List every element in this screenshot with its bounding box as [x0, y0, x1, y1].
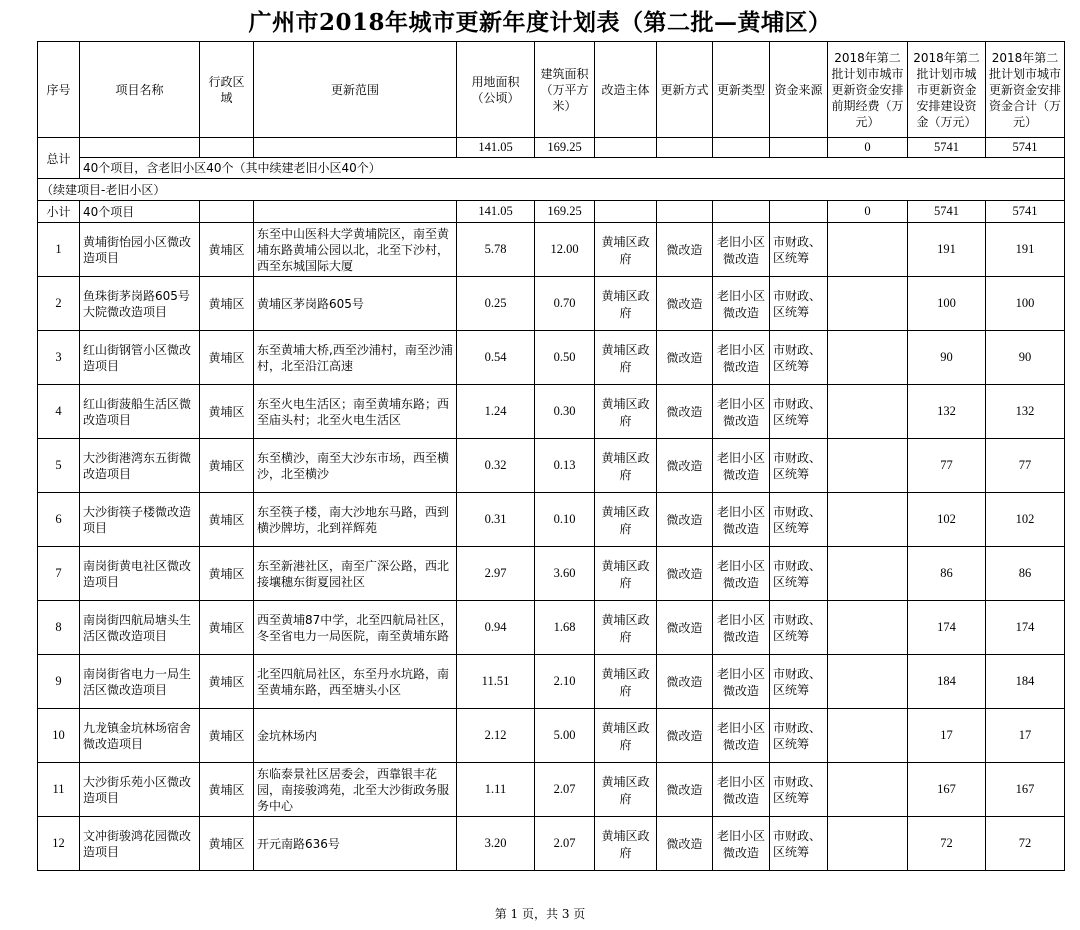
plan-table — [37, 41, 1065, 871]
cell-fund-pre — [828, 331, 908, 385]
cell-land-area: 5.78 — [457, 223, 535, 277]
subtotal-fund-pre: 0 — [828, 201, 908, 223]
table-row — [38, 655, 1065, 709]
cell-build-area: 0.30 — [535, 385, 595, 439]
total-land-area: 141.05 — [457, 138, 535, 158]
cell-subject: 黄埔区政府 — [595, 709, 657, 763]
table-row — [38, 493, 1065, 547]
cell-land-area: 2.97 — [457, 547, 535, 601]
cell-fund-total: 184 — [986, 655, 1065, 709]
cell-fund-source: 市财政、区统筹 — [770, 439, 828, 493]
cell-project-name: 鱼珠街茅岗路605号大院微改造项目 — [80, 277, 200, 331]
cell-district: 黄埔区 — [200, 331, 254, 385]
cell-land-area: 1.11 — [457, 763, 535, 817]
cell-land-area: 0.32 — [457, 439, 535, 493]
cell-fund-source: 市财政、区统筹 — [770, 223, 828, 277]
cell-subject: 黄埔区政府 — [595, 493, 657, 547]
subtotal-fund-build: 5741 — [908, 201, 986, 223]
cell-method: 微改造 — [657, 655, 713, 709]
cell-type: 老旧小区微改造 — [713, 601, 770, 655]
cell-district: 黄埔区 — [200, 655, 254, 709]
subtotal-build-area: 169.25 — [535, 201, 595, 223]
page-title: 广州市2018年城市更新年度计划表（第二批—黄埔区） — [248, 9, 832, 36]
cell-land-area: 0.25 — [457, 277, 535, 331]
cell-scope: 东至黄埔大桥,西至沙浦村，南至沙浦村，北至沿江高速 — [254, 331, 457, 385]
table-row — [38, 547, 1065, 601]
cell-project-name: 黄埔街怡园小区微改造项目 — [80, 223, 200, 277]
cell-fund-pre — [828, 817, 908, 871]
cell-build-area: 0.50 — [535, 331, 595, 385]
header-fund-source: 资金来源 — [770, 42, 828, 138]
cell-fund-total: 86 — [986, 547, 1065, 601]
cell-subject: 黄埔区政府 — [595, 223, 657, 277]
cell-subject: 黄埔区政府 — [595, 601, 657, 655]
cell-fund-pre — [828, 223, 908, 277]
cell-land-area: 3.20 — [457, 817, 535, 871]
cell-project-name: 大沙街筷子楼微改造项目 — [80, 493, 200, 547]
total-fund-total: 5741 — [986, 138, 1065, 158]
cell-seq: 5 — [38, 439, 80, 493]
cell-fund-total: 17 — [986, 709, 1065, 763]
subtotal-label: 小计 — [38, 201, 80, 223]
cell-fund-build: 191 — [908, 223, 986, 277]
cell-subject: 黄埔区政府 — [595, 763, 657, 817]
cell-method: 微改造 — [657, 601, 713, 655]
header-name: 项目名称 — [80, 42, 200, 138]
cell-seq: 6 — [38, 493, 80, 547]
cell-fund-total: 167 — [986, 763, 1065, 817]
cell-project-name: 红山街钢管小区微改造项目 — [80, 331, 200, 385]
cell-seq: 1 — [38, 223, 80, 277]
header-fund-build: 2018年第二批计划市城市更新资金安排建设资金（万元） — [908, 42, 986, 138]
cell-build-area: 12.00 — [535, 223, 595, 277]
cell-type: 老旧小区微改造 — [713, 763, 770, 817]
cell-project-name: 南岗街四航局塘头生活区微改造项目 — [80, 601, 200, 655]
cell-type: 老旧小区微改造 — [713, 493, 770, 547]
cell-type: 老旧小区微改造 — [713, 331, 770, 385]
total-fund-build: 5741 — [908, 138, 986, 158]
cell-seq: 2 — [38, 277, 80, 331]
cell-seq: 9 — [38, 655, 80, 709]
cell-subject: 黄埔区政府 — [595, 547, 657, 601]
cell-method: 微改造 — [657, 277, 713, 331]
cell-fund-source: 市财政、区统筹 — [770, 655, 828, 709]
section-row — [38, 179, 1065, 201]
cell-district: 黄埔区 — [200, 547, 254, 601]
header-method: 更新方式 — [657, 42, 713, 138]
cell-fund-total: 102 — [986, 493, 1065, 547]
cell-type: 老旧小区微改造 — [713, 385, 770, 439]
cell-type: 老旧小区微改造 — [713, 439, 770, 493]
subtotal-land-area: 141.05 — [457, 201, 535, 223]
cell-fund-total: 90 — [986, 331, 1065, 385]
cell-scope: 东临泰景社区居委会，西靠银丰花园，南接骏鸿苑，北至大沙街政务服务中心 — [254, 763, 457, 817]
cell-project-name: 南岗街黄电社区微改造项目 — [80, 547, 200, 601]
cell-method: 微改造 — [657, 223, 713, 277]
total-note-row — [38, 158, 1065, 179]
cell-build-area: 1.68 — [535, 601, 595, 655]
cell-method: 微改造 — [657, 385, 713, 439]
cell-fund-total: 72 — [986, 817, 1065, 871]
cell-build-area: 0.13 — [535, 439, 595, 493]
cell-fund-pre — [828, 277, 908, 331]
cell-land-area: 2.12 — [457, 709, 535, 763]
cell-build-area: 3.60 — [535, 547, 595, 601]
cell-fund-build: 132 — [908, 385, 986, 439]
cell-scope: 北至四航局社区，东至丹水坑路，南至黄埔东路，西至塘头小区 — [254, 655, 457, 709]
total-note: 40个项目，含老旧小区40个（其中续建老旧小区40个） — [80, 158, 1065, 179]
cell-fund-pre — [828, 763, 908, 817]
cell-subject: 黄埔区政府 — [595, 439, 657, 493]
cell-fund-total: 132 — [986, 385, 1065, 439]
cell-project-name: 九龙镇金坑林场宿舍微改造项目 — [80, 709, 200, 763]
cell-fund-source: 市财政、区统筹 — [770, 277, 828, 331]
cell-build-area: 2.10 — [535, 655, 595, 709]
cell-build-area: 2.07 — [535, 763, 595, 817]
cell-method: 微改造 — [657, 493, 713, 547]
header-scope: 更新范围 — [254, 42, 457, 138]
cell-fund-build: 86 — [908, 547, 986, 601]
total-label: 总计 — [38, 138, 80, 179]
cell-fund-pre — [828, 547, 908, 601]
cell-fund-pre — [828, 709, 908, 763]
cell-scope: 开元南路636号 — [254, 817, 457, 871]
cell-method: 微改造 — [657, 763, 713, 817]
cell-seq: 8 — [38, 601, 80, 655]
cell-fund-pre — [828, 601, 908, 655]
cell-scope: 东至火电生活区；南至黄埔东路；西至庙头村；北至火电生活区 — [254, 385, 457, 439]
cell-fund-source: 市财政、区统筹 — [770, 763, 828, 817]
cell-type: 老旧小区微改造 — [713, 655, 770, 709]
cell-scope: 东至新港社区，南至广深公路，西北接壤穗东街夏园社区 — [254, 547, 457, 601]
header-subject: 改造主体 — [595, 42, 657, 138]
header-row — [38, 42, 1065, 138]
cell-district: 黄埔区 — [200, 385, 254, 439]
cell-fund-build: 174 — [908, 601, 986, 655]
cell-fund-pre — [828, 385, 908, 439]
cell-fund-build: 102 — [908, 493, 986, 547]
cell-scope: 西至黄埔87中学，北至四航局社区，冬至省电力一局医院，南至黄埔东路 — [254, 601, 457, 655]
cell-method: 微改造 — [657, 331, 713, 385]
cell-seq: 10 — [38, 709, 80, 763]
cell-district: 黄埔区 — [200, 223, 254, 277]
total-row — [38, 138, 1065, 158]
cell-build-area: 2.07 — [535, 817, 595, 871]
table-row — [38, 817, 1065, 871]
cell-land-area: 0.54 — [457, 331, 535, 385]
page-footer: 第 1 页，共 3 页 — [494, 907, 586, 921]
header-land-area: 用地面积（公顷） — [457, 42, 535, 138]
cell-method: 微改造 — [657, 547, 713, 601]
header-fund-pre: 2018年第二批计划市城市更新资金安排前期经费（万元） — [828, 42, 908, 138]
cell-method: 微改造 — [657, 817, 713, 871]
cell-subject: 黄埔区政府 — [595, 331, 657, 385]
header-type: 更新类型 — [713, 42, 770, 138]
table-row — [38, 385, 1065, 439]
cell-seq: 7 — [38, 547, 80, 601]
cell-land-area: 0.31 — [457, 493, 535, 547]
cell-scope: 黄埔区茅岗路605号 — [254, 277, 457, 331]
cell-district: 黄埔区 — [200, 817, 254, 871]
cell-fund-build: 184 — [908, 655, 986, 709]
cell-fund-pre — [828, 439, 908, 493]
cell-subject: 黄埔区政府 — [595, 655, 657, 709]
subtotal-fund-total: 5741 — [986, 201, 1065, 223]
cell-method: 微改造 — [657, 709, 713, 763]
cell-fund-pre — [828, 655, 908, 709]
cell-fund-source: 市财政、区统筹 — [770, 331, 828, 385]
total-fund-pre: 0 — [828, 138, 908, 158]
table-row — [38, 763, 1065, 817]
subtotal-count: 40个项目 — [80, 201, 200, 223]
cell-scope: 东至中山医科大学黄埔院区，南至黄埔东路黄埔公园以北，北至下沙村，西至东城国际大厦 — [254, 223, 457, 277]
cell-build-area: 5.00 — [535, 709, 595, 763]
cell-scope: 东至筷子楼，南大沙地东马路，西到横沙牌坊，北到祥辉苑 — [254, 493, 457, 547]
table-row — [38, 439, 1065, 493]
cell-fund-source: 市财政、区统筹 — [770, 385, 828, 439]
cell-fund-source: 市财政、区统筹 — [770, 817, 828, 871]
cell-type: 老旧小区微改造 — [713, 277, 770, 331]
table-row — [38, 709, 1065, 763]
cell-scope: 东至横沙，南至大沙东市场，西至横沙，北至横沙 — [254, 439, 457, 493]
cell-subject: 黄埔区政府 — [595, 817, 657, 871]
cell-land-area: 11.51 — [457, 655, 535, 709]
cell-district: 黄埔区 — [200, 277, 254, 331]
cell-fund-total: 191 — [986, 223, 1065, 277]
cell-project-name: 南岗街省电力一局生活区微改造项目 — [80, 655, 200, 709]
cell-fund-build: 77 — [908, 439, 986, 493]
table-row — [38, 331, 1065, 385]
cell-fund-total: 77 — [986, 439, 1065, 493]
cell-fund-source: 市财政、区统筹 — [770, 547, 828, 601]
cell-subject: 黄埔区政府 — [595, 277, 657, 331]
cell-project-name: 大沙街港湾东五街微改造项目 — [80, 439, 200, 493]
cell-type: 老旧小区微改造 — [713, 547, 770, 601]
cell-district: 黄埔区 — [200, 439, 254, 493]
cell-seq: 4 — [38, 385, 80, 439]
table-row — [38, 277, 1065, 331]
table-row — [38, 223, 1065, 277]
cell-fund-total: 174 — [986, 601, 1065, 655]
cell-subject: 黄埔区政府 — [595, 385, 657, 439]
cell-type: 老旧小区微改造 — [713, 709, 770, 763]
header-build-area: 建筑面积（万平方米） — [535, 42, 595, 138]
cell-seq: 12 — [38, 817, 80, 871]
cell-district: 黄埔区 — [200, 709, 254, 763]
cell-seq: 11 — [38, 763, 80, 817]
cell-fund-source: 市财政、区统筹 — [770, 709, 828, 763]
cell-land-area: 0.94 — [457, 601, 535, 655]
cell-fund-build: 90 — [908, 331, 986, 385]
cell-district: 黄埔区 — [200, 763, 254, 817]
cell-fund-build: 100 — [908, 277, 986, 331]
cell-fund-build: 167 — [908, 763, 986, 817]
section-label: （续建项目-老旧小区） — [38, 179, 1065, 201]
cell-fund-source: 市财政、区统筹 — [770, 601, 828, 655]
cell-build-area: 0.70 — [535, 277, 595, 331]
cell-build-area: 0.10 — [535, 493, 595, 547]
cell-project-name: 红山街菠船生活区微改造项目 — [80, 385, 200, 439]
cell-fund-pre — [828, 493, 908, 547]
cell-fund-build: 72 — [908, 817, 986, 871]
cell-scope: 金坑林场内 — [254, 709, 457, 763]
header-fund-total: 2018年第二批计划市城市更新资金安排资金合计（万元） — [986, 42, 1065, 138]
cell-fund-source: 市财政、区统筹 — [770, 493, 828, 547]
cell-fund-total: 100 — [986, 277, 1065, 331]
cell-method: 微改造 — [657, 439, 713, 493]
cell-district: 黄埔区 — [200, 493, 254, 547]
total-build-area: 169.25 — [535, 138, 595, 158]
cell-type: 老旧小区微改造 — [713, 223, 770, 277]
cell-project-name: 文冲街骏鸿花园微改造项目 — [80, 817, 200, 871]
cell-type: 老旧小区微改造 — [713, 817, 770, 871]
cell-fund-build: 17 — [908, 709, 986, 763]
header-seq: 序号 — [38, 42, 80, 138]
subtotal-row — [38, 201, 1065, 223]
header-district: 行政区域 — [200, 42, 254, 138]
cell-district: 黄埔区 — [200, 601, 254, 655]
table-row — [38, 601, 1065, 655]
cell-seq: 3 — [38, 331, 80, 385]
cell-project-name: 大沙街乐苑小区微改造项目 — [80, 763, 200, 817]
cell-land-area: 1.24 — [457, 385, 535, 439]
